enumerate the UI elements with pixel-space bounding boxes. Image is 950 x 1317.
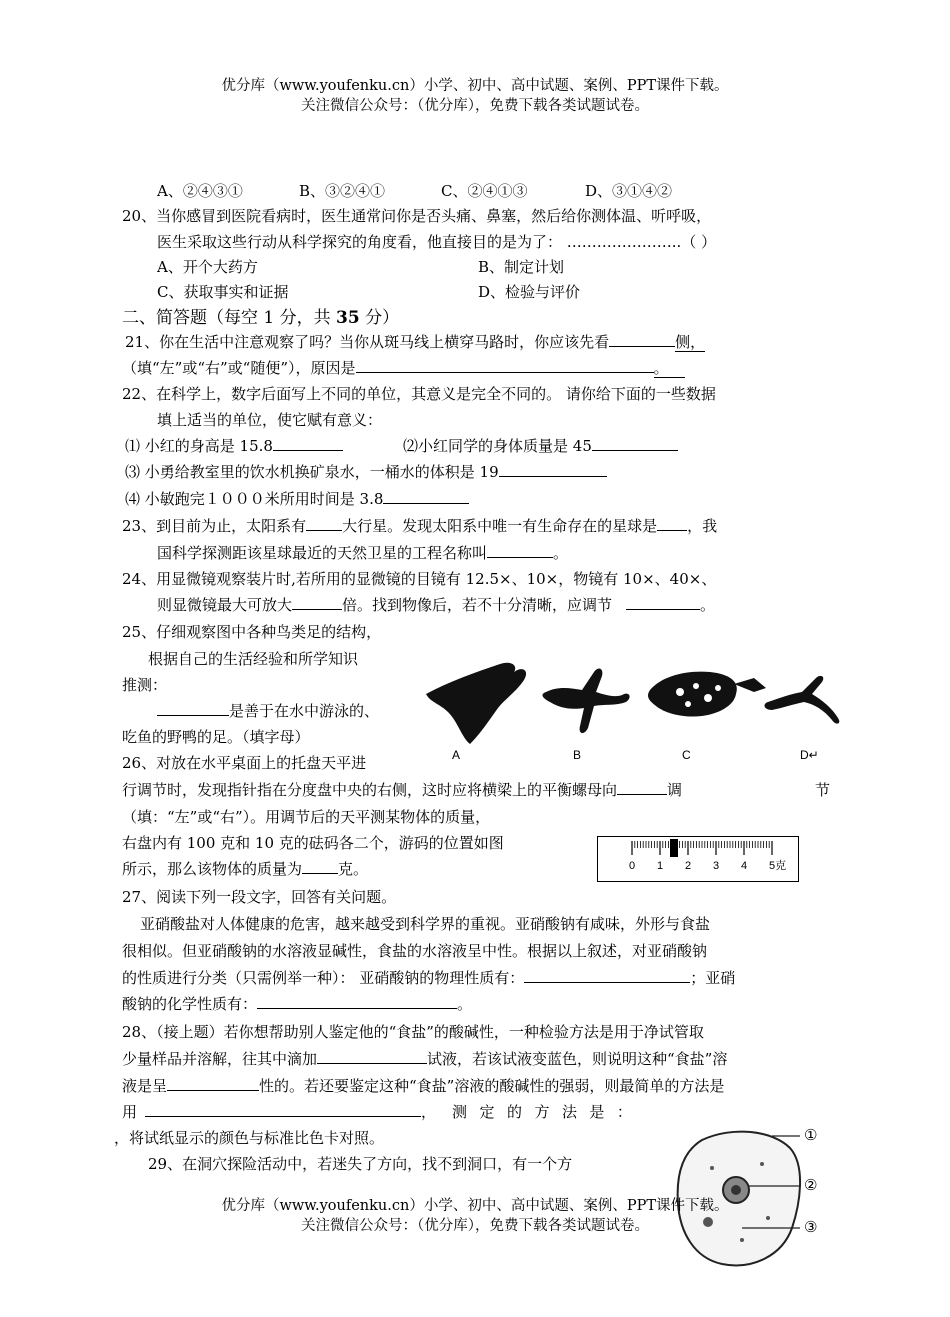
scale-label: 4 xyxy=(741,860,748,872)
q23-line-2: 国科学探测距该星球最近的天然卫星的工程名称叫 。 xyxy=(157,544,569,562)
footer-line-1: 优分库（www.youfenku.cn）小学、初中、高中试题、案例、PPT课件下载。 xyxy=(221,1198,729,1214)
q25-line-5: 吃鱼的野鸭的足。（填字母） xyxy=(122,728,310,746)
q22-item-2: ⑵小红同学的身体质量是 45 xyxy=(403,435,678,456)
q21-blank-reason[interactable] xyxy=(356,357,654,373)
q26-line-3: （填：“左”或“右”）。用调节后的天平测某物体的质量， xyxy=(122,808,491,826)
q22-blank-2[interactable] xyxy=(592,435,678,451)
scale-label: 1 xyxy=(657,860,664,872)
q24-blank-magnification[interactable] xyxy=(292,594,342,610)
foot-label-b: B xyxy=(573,748,582,762)
q27-line-2: 亚硝酸盐对人体健康的危害，越来越受到科学界的重视。亚硝酸钠有咸味，外形与食盐 xyxy=(140,915,711,933)
q24-blank-adjust[interactable] xyxy=(626,594,700,610)
q28-line-2: 少量样品并溶解，往其中滴加 试液，若该试液变蓝色，则说明这种“食盐”溶 xyxy=(122,1050,728,1068)
footer-line-2: 关注微信公众号：（优分库），免费下载各类试题试卷。 xyxy=(301,1218,649,1234)
q28-blank-indicator[interactable] xyxy=(317,1048,427,1064)
foot-label-d: D↵ xyxy=(800,748,819,762)
q26-line-4: 右盘内有 100 克和 10 克的砝码各二个，游码的位置如图 xyxy=(122,834,504,852)
q19-option-c: C、②④①③ xyxy=(441,182,528,200)
scale-label: 5克 xyxy=(769,860,787,872)
q26-line-2: 行调节时，发现指针指在分度盘中央的右侧，这时应将横梁上的平衡螺母向 调 节 xyxy=(122,781,830,799)
q24-line-2: 则显微镜最大可放大 倍。找到物像后，若不十分清晰，应调节 。 xyxy=(157,596,716,614)
q28-line-3: 液是呈 性的。若还要鉴定这种“食盐”溶液的酸碱性的强弱，则最简单的方法是 xyxy=(122,1077,725,1095)
q19-option-a: A、②④③① xyxy=(157,182,243,200)
cell-label-3: ③ xyxy=(804,1218,818,1236)
q28-line-4-spread: 测 定 的 方 法 是 ： xyxy=(452,1103,632,1121)
cell-label-2: ② xyxy=(804,1176,818,1194)
foot-c-shape xyxy=(648,672,737,717)
section-2-title: 二、简答题（每空 1 分，共 35 分） xyxy=(122,308,400,328)
bird-feet-figure xyxy=(418,652,848,770)
q27-blank-physical[interactable] xyxy=(524,967,690,983)
scale-ticks xyxy=(598,837,798,881)
scale-label: 2 xyxy=(685,860,692,872)
q24-line-1: 24、用显微镜观察装片时,若所用的显微镜的目镜有 12.5×、10×，物镜有 10×、40×、 xyxy=(122,570,717,588)
q22-line-2: 填上适当的单位，使它赋有意义： xyxy=(157,411,383,429)
q25-blank-foot[interactable] xyxy=(157,700,229,716)
q28-blank-method[interactable] xyxy=(145,1101,421,1117)
q19-option-d: D、③①④② xyxy=(585,182,673,200)
scale-rider xyxy=(670,839,678,857)
q25-line-4: 是善于在水中游泳的、 xyxy=(157,700,379,721)
q26-blank-mass[interactable] xyxy=(302,858,338,874)
foot-b-shape xyxy=(543,669,630,734)
q27-line-3: 很相似。但亚硝酸钠的水溶液显碱性，食盐的水溶液呈中性。根据以上叙述，对亚硝酸钠 xyxy=(122,942,708,960)
q20-option-c: C、获取事实和证据 xyxy=(157,283,289,301)
scale-label: 0 xyxy=(629,860,636,872)
q20-line-1: 20、当你感冒到医院看病时，医生通常问你是否头痛、鼻塞，然后给你测体温、听呼吸， xyxy=(122,207,712,225)
q22-item-4: ⑷ 小敏跑完１０００米所用时间是 3.8 xyxy=(125,488,469,509)
q27-blank-chemical[interactable] xyxy=(257,993,457,1009)
q22-item-1: ⑴ 小红的身高是 15.8 xyxy=(125,435,343,456)
q20-option-a: A、开个大药方 xyxy=(157,258,258,276)
cell-label-1: ① xyxy=(804,1126,818,1144)
q21-blank-side[interactable] xyxy=(609,331,675,347)
bird-feet-drawing xyxy=(418,652,848,770)
q20-option-d: D、检验与评价 xyxy=(478,283,581,301)
q25-line-2: 根据自己的生活经验和所学知识 xyxy=(148,650,359,668)
header-line-1: 优分库（www.youfenku.cn）小学、初中、高中试题、案例、PPT课件下载。 xyxy=(221,78,729,94)
q19-option-b: B、③②④① xyxy=(299,182,386,200)
q27-line-4: 的性质进行分类（只需例举一种）： 亚硝酸钠的物理性质有： ；亚硝 xyxy=(122,969,736,987)
q27-line-1: 27、阅读下列一段文字，回答有关问题。 xyxy=(122,888,397,906)
foot-label-c: C xyxy=(682,748,691,762)
foot-label-a: A xyxy=(452,748,461,762)
q26-blank-direction[interactable] xyxy=(617,779,667,795)
q22-blank-3[interactable] xyxy=(499,461,607,477)
q28-blank-property[interactable] xyxy=(167,1075,259,1091)
q26-line-5: 所示，那么该物体的质量为 克。 xyxy=(122,860,369,878)
q20-option-b: B、制定计划 xyxy=(478,258,565,276)
q22-line-1: 22、在科学上，数字后面写上不同的单位，其意义是完全不同的。 请你给下面的一些数据 xyxy=(122,385,716,403)
q22-item-3: ⑶ 小勇给教室里的饮水机换矿泉水，一桶水的体积是 19 xyxy=(125,461,607,482)
q25-line-1: 25、仔细观察图中各种鸟类足的结构， xyxy=(122,623,382,641)
q27-line-5: 酸钠的化学性质有： 。 xyxy=(122,995,473,1013)
foot-d-shape xyxy=(765,676,840,724)
q21-line-2: （填“左”或“右”或“随便”），原因是 。 xyxy=(122,357,685,378)
q20-line-2: 医生采取这些行动从科学探究的角度看，他直接目的是为了： …………………..（ ） xyxy=(157,233,717,251)
q26-line-1: 26、对放在水平桌面上的托盘天平进 xyxy=(122,754,367,772)
q28-line-1: 28、（接上题）若你想帮助别人鉴定他的“食盐”的酸碱性，一种检验方法是用于净试管取 xyxy=(122,1023,704,1041)
scale-label: 3 xyxy=(713,860,720,872)
balance-scale-figure xyxy=(597,836,799,882)
q21-line-1: 21、你在生活中注意观察了吗？当你从斑马线上横穿马路时，你应该先看 侧， xyxy=(125,333,706,351)
q23-blank-planets[interactable] xyxy=(306,515,342,531)
q28-line-4: 用 ， xyxy=(122,1103,437,1121)
q23-blank-project[interactable] xyxy=(487,542,553,558)
q28-line-5: ，将试纸显示的颜色与标准比色卡对照。 xyxy=(114,1129,385,1147)
q22-blank-4[interactable] xyxy=(383,488,469,504)
q25-line-3: 推测： xyxy=(122,676,168,694)
foot-c-leg xyxy=(734,678,766,692)
header-line-2: 关注微信公众号：（优分库），免费下载各类试题试卷。 xyxy=(301,98,649,114)
q22-blank-1[interactable] xyxy=(273,435,343,451)
q23-blank-star[interactable] xyxy=(657,515,687,531)
q23-line-1: 23、到目前为止，太阳系有 大行星。发现太阳系中唯一有生命存在的星球是 ，我 xyxy=(122,517,718,535)
q29-line-1: 29、在洞穴探险活动中，若迷失了方向，找不到洞口，有一个方 xyxy=(148,1155,573,1173)
